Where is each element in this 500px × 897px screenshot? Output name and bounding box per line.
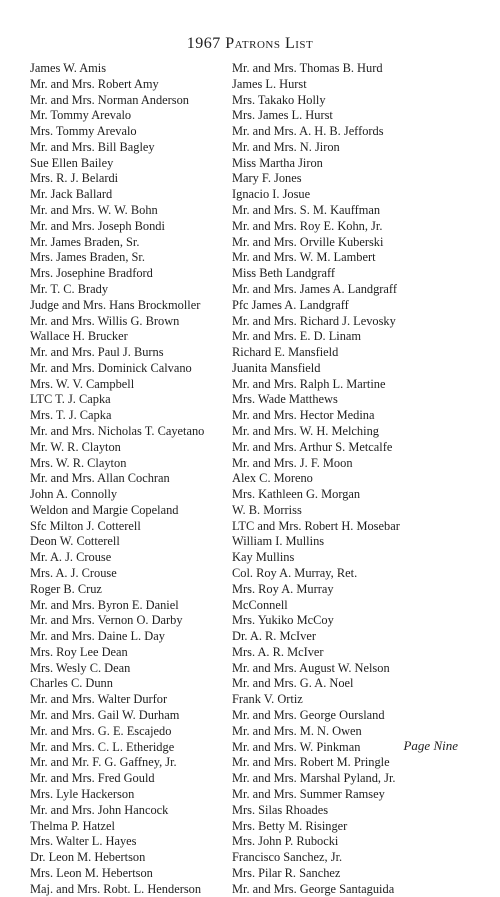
patron-entry: Mr. and Mrs. Fred Gould: [30, 771, 155, 786]
patron-entry: Mr. and Mrs. Arthur S. Metcalfe: [232, 439, 393, 454]
patron-entry: Frank V. Ortiz: [232, 692, 303, 707]
patron-entry: Mr. and Mrs. C. L. Etheridge: [30, 739, 175, 754]
patron-entry: Mr. and Mrs. W. H. Melching: [232, 423, 379, 438]
patron-entry: Mrs. Silas Rhoades: [232, 802, 329, 817]
patron-entry: Mr. and Mrs. Marshal Pyland, Jr.: [232, 771, 396, 786]
patron-entry: Mr. and Mrs. Joseph Bondi: [30, 218, 165, 233]
patron-entry: Mrs. Takako Holly: [232, 92, 326, 107]
patron-entry: Pfc James A. Landgraff: [232, 297, 349, 312]
patron-entry: Weldon and Margie Copeland: [30, 502, 179, 517]
patron-entry: Mrs. Kathleen G. Morgan: [232, 487, 361, 502]
patron-entry: Mr. and Mrs. J. F. Moon: [232, 455, 353, 470]
patron-entry: Mr. and Mrs. G. A. Noel: [232, 676, 354, 691]
patron-entry: Judge and Mrs. Hans Brockmoller: [30, 297, 201, 312]
patron-entry: Mr. and Mrs. George Santaguida: [232, 881, 395, 896]
patron-entry: Mrs. Lyle Hackerson: [30, 786, 135, 801]
title-text: Patrons List: [225, 35, 314, 52]
patron-entry: Mrs. Wade Matthews: [232, 392, 338, 407]
patron-entry: Miss Martha Jiron: [232, 155, 323, 170]
patron-entry: Maj. and Mrs. Robt. L. Henderson: [30, 881, 202, 896]
patron-entry: James L. Hurst: [232, 76, 307, 91]
patron-entry: Sue Ellen Bailey: [30, 155, 114, 170]
patron-entry: Sfc Milton J. Cotterell: [30, 518, 141, 533]
patron-entry: Mr. and Mrs. A. H. B. Jeffords: [232, 124, 384, 139]
patron-entry: Mr. and Mrs. Walter Durfor: [30, 692, 168, 707]
patron-entry: Mr. and Mrs. James A. Landgraff: [232, 281, 397, 296]
patron-entry: Mr. and Mrs. John Hancock: [30, 802, 169, 817]
patron-entry: Mr. and Mrs. W. M. Lambert: [232, 250, 376, 265]
patron-entry: Kay Mullins: [232, 550, 295, 565]
patron-entry: Mrs. Walter L. Hayes: [30, 834, 137, 849]
patron-entry: Mr. and Mrs. Norman Anderson: [30, 92, 189, 107]
patron-entry: Roger B. Cruz: [30, 581, 102, 596]
page-title: [0, 35, 500, 53]
patron-entry: Mrs. Yukiko McCoy: [232, 613, 334, 628]
patron-entry: Mrs. Pilar R. Sanchez: [232, 865, 341, 880]
patron-entry: Mrs. Roy Lee Dean: [30, 644, 128, 659]
patron-entry: Mrs. James L. Hurst: [232, 108, 333, 123]
patron-entry: Dr. A. R. McIver: [232, 629, 316, 644]
patron-entry: Mr. T. C. Brady: [30, 281, 109, 296]
patron-entry: Juanita Mansfield: [232, 360, 321, 375]
patrons-column-left: [30, 61, 260, 897]
patron-entry: Mrs. James Braden, Sr.: [30, 250, 145, 265]
patron-entry: Mrs. W. R. Clayton: [30, 455, 127, 470]
patron-entry: Mr. and Mrs. Robert Amy: [30, 76, 159, 91]
patron-entry: Mr. and Mrs. Nicholas T. Cayetano: [30, 423, 205, 438]
patron-entry: Mr. W. R. Clayton: [30, 439, 121, 454]
patron-entry: Mrs. John P. Rubocki: [232, 834, 339, 849]
patron-entry: Mr. and Mrs. Bill Bagley: [30, 139, 155, 154]
patron-entry: Mr. and Mrs. Byron E. Daniel: [30, 597, 179, 612]
patron-entry: Mr. and Mrs. Roy E. Kohn, Jr.: [232, 218, 383, 233]
patron-entry: Mrs. Wesly C. Dean: [30, 660, 131, 675]
patron-entry: Deon W. Cotterell: [30, 534, 120, 549]
patron-entry: Mr. and Mrs. Willis G. Brown: [30, 313, 180, 328]
patron-entry: Mr. and Mrs. Hector Medina: [232, 408, 375, 423]
patron-entry: Mrs. Betty M. Risinger: [232, 818, 348, 833]
patron-entry: Mr. and Mrs. Ralph L. Martine: [232, 376, 386, 391]
patron-entry: LTC T. J. Capka: [30, 392, 111, 407]
patron-entry: Mr. and Mrs. Dominick Calvano: [30, 360, 192, 375]
patron-entry: Col. Roy A. Murray, Ret.: [232, 566, 358, 580]
patron-entry: Mrs. Tommy Arevalo: [30, 124, 137, 139]
patron-entry: Mr. James Braden, Sr.: [30, 234, 140, 249]
patron-entry: Thelma P. Hatzel: [30, 818, 115, 833]
patron-entry: Mrs. Roy A. Murray: [232, 581, 334, 596]
patrons-column-right: [232, 61, 462, 897]
patron-entry: William I. Mullins: [232, 534, 325, 549]
patron-entry: Mr. A. J. Crouse: [30, 550, 112, 565]
patron-entry: Francisco Sanchez, Jr.: [232, 850, 343, 865]
patron-entry: Mr. and Mrs. Paul J. Burns: [30, 345, 164, 360]
patron-entry: Mr. and Mrs. Thomas B. Hurd: [232, 61, 383, 75]
patron-entry: Mrs. W. V. Campbell: [30, 376, 135, 391]
patron-entry: Wallace H. Brucker: [30, 329, 128, 344]
patron-entry: Mr. and Mr. F. G. Gaffney, Jr.: [30, 755, 177, 770]
patron-entry: Mr. Jack Ballard: [30, 187, 113, 202]
patron-entry: Mr. Tommy Arevalo: [30, 108, 132, 123]
patron-entry: Mr. and Mrs. W. Pinkman: [232, 739, 361, 754]
patron-entry: Mr. and Mrs. E. D. Linam: [232, 329, 362, 344]
patron-entry: Richard E. Mansfield: [232, 345, 339, 360]
patron-entry: Mr. and Mrs. Daine L. Day: [30, 629, 165, 644]
patron-entry: Mr. and Mrs. N. Jiron: [232, 139, 340, 154]
patron-entry: Mr. and Mrs. Richard J. Levosky: [232, 313, 396, 328]
patron-entry: Mr. and Mrs. Robert M. Pringle: [232, 755, 390, 770]
patron-entry: McConnell: [232, 597, 288, 612]
patron-entry: Mr. and Mrs. August W. Nelson: [232, 660, 390, 675]
patron-entry: Mr. and Mrs. Allan Cochran: [30, 471, 170, 486]
page-number: Page Nine: [403, 738, 458, 753]
patron-entry: Mr. and Mrs. Vernon O. Darby: [30, 613, 183, 628]
patron-entry: Ignacio I. Josue: [232, 187, 311, 202]
patron-entry: Mrs. Leon M. Hebertson: [30, 865, 153, 880]
patron-entry: LTC and Mrs. Robert H. Mosebar: [232, 518, 400, 533]
patron-entry: Charles C. Dunn: [30, 676, 113, 691]
patron-entry: Mr. and Mrs. Orville Kuberski: [232, 234, 384, 249]
patron-entry: Mr. and Mrs. M. N. Owen: [232, 723, 362, 738]
patron-entry: Miss Beth Landgraff: [232, 266, 336, 281]
patron-entry: Alex C. Moreno: [232, 471, 313, 486]
title-year: 1967: [186, 35, 221, 52]
patron-entry: Mrs. A. J. Crouse: [30, 566, 117, 580]
patron-entry: Mrs. T. J. Capka: [30, 408, 112, 423]
patron-entry: W. B. Morriss: [232, 502, 302, 517]
patron-entry: Mr. and Mrs. Gail W. Durham: [30, 708, 180, 723]
patron-entry: Dr. Leon M. Hebertson: [30, 850, 146, 865]
patron-entry: Mrs. R. J. Belardi: [30, 171, 119, 186]
patron-entry: James W. Amis: [30, 61, 107, 75]
patron-entry: Mrs. Josephine Bradford: [30, 266, 153, 281]
patron-entry: Mr. and Mrs. S. M. Kauffman: [232, 203, 381, 218]
patron-entry: Mr. and Mrs. Summer Ramsey: [232, 786, 385, 801]
patron-entry: Mr. and Mrs. W. W. Bohn: [30, 203, 158, 218]
patron-entry: John A. Connolly: [30, 487, 118, 502]
patron-entry: Mr. and Mrs. George Oursland: [232, 708, 385, 723]
patron-entry: Mary F. Jones: [232, 171, 302, 186]
patron-entry: Mrs. A. R. McIver: [232, 644, 324, 659]
patron-entry: Mr. and Mrs. G. E. Escajedo: [30, 723, 172, 738]
